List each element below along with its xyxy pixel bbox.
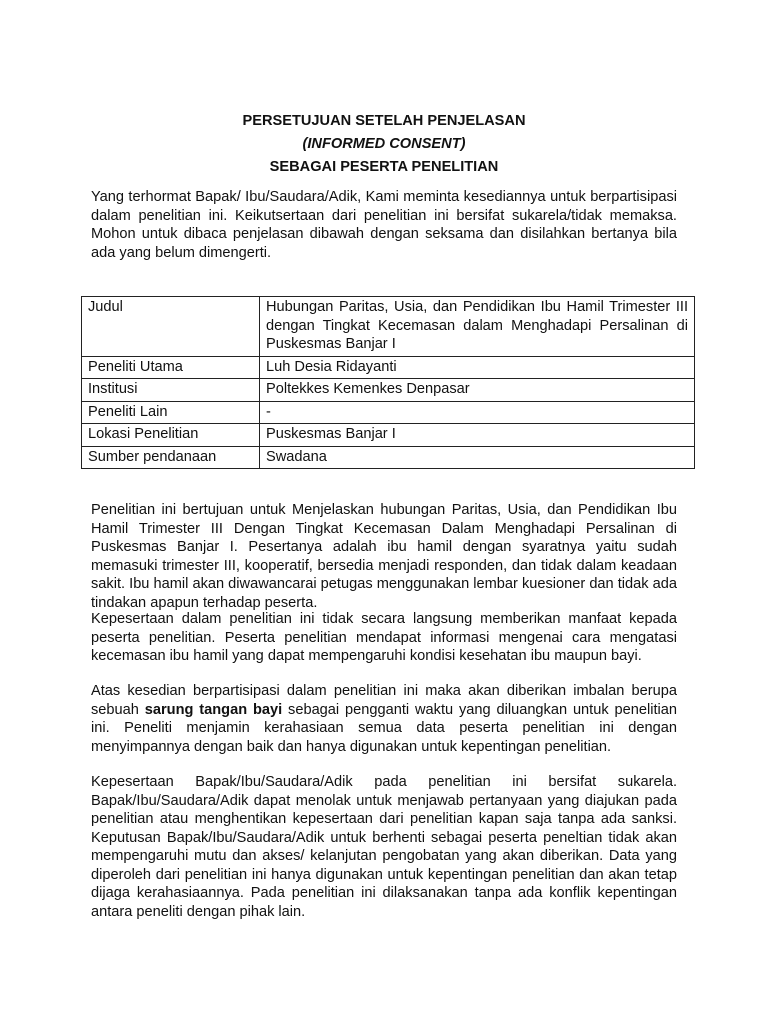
table-row xyxy=(82,401,695,424)
table-row xyxy=(82,424,695,447)
compensation-paragraph xyxy=(91,682,677,756)
table-row xyxy=(82,379,695,402)
benefit-paragraph: Kepesertaan dalam penelitian ini tidak secara langsung memberikan manfaat kepada peserta penelitian. Peserta penelitian mendapat informasi mengenai cara mengatasi kecemasan ibu hamil yang dapat mempengaruhi kondisi kesehatan ibu maupun bayi. xyxy=(91,611,677,664)
table-label-cell: Lokasi Penelitian xyxy=(82,424,260,447)
table-label-cell: Sumber pendanaan xyxy=(82,446,260,469)
title-subtitle: (INFORMED CONSENT) xyxy=(302,136,466,152)
table-row xyxy=(82,297,695,357)
table-value-cell: Luh Desia Ridayanti xyxy=(260,356,695,379)
table-label-cell: Institusi xyxy=(82,379,260,402)
voluntary-paragraph: Kepesertaan Bapak/Ibu/Saudara/Adik pada penelitian ini bersifat sukarela. Bapak/Ibu/Saudara/Adik dapat menolak untuk menjawab pertanyaan yang diajukan pada penelitian atau menghentikan kepesertaan dari penelitian kapan saja tanpa ada sanksi. Keputusan Bapak/Ibu/Saudara/Adik untuk berhenti sebagai peserta peneltian tidak akan mempengaruhi mutu dan akses/ kelanjutan pengobatan yang akan diberikan. Data yang diperoleh dari penelitian ini hanya digunakan untuk kepentingan penelitian dan akan tetap dijaga kerahasiaannya. Pada penelitian ini dilaksanakan tanpa ada konflik kepentingan antara peneliti dengan pihak lain. xyxy=(91,774,677,920)
table-value-cell: Hubungan Paritas, Usia, dan Pendidikan Ibu Hamil Trimester III dengan Tingkat Kecemasan dalam Menghadapi Persalinan di Puskesmas Banjar I xyxy=(260,297,695,357)
title-secondary: SEBAGAI PESERTA PENELITIAN xyxy=(269,159,499,175)
research-info-table xyxy=(81,296,695,469)
table-value-cell: Swadana xyxy=(260,446,695,469)
table-value-cell: - xyxy=(260,401,695,424)
purpose-paragraph: Penelitian ini bertujuan untuk Menjelaskan hubungan Paritas, Usia, dan Pendidikan Ibu Hamil Trimester III Dengan Tingkat Kecemasan Dalam Menghadapi Persalinan di Puskesmas Banjar I. Pesertanya adalah ibu hamil dengan syaratnya yaitu sudah memasuki trimester III, kooperatif, bersedia menjadi responden, dan tidak dalam keadaan sakit. Ibu hamil akan diwawancarai petugas menggunakan lembar kuesioner dan tidak ada tindakan apapun terhadap peserta. xyxy=(91,502,677,611)
table-value-cell: Poltekkes Kemenkes Denpasar xyxy=(260,379,695,402)
table-label-cell: Judul xyxy=(82,297,260,357)
table-value-cell: Puskesmas Banjar I xyxy=(260,424,695,447)
compensation-text-start: Atas kesedian berpartisipasi dalam penelitian ini maka akan diberikan imbalan berupa sebuah xyxy=(91,683,677,718)
compensation-gift: sarung tangan bayi xyxy=(144,701,283,718)
compensation-text-end: sebagai pengganti waktu yang diluangkan untuk penelitian ini. Peneliti menjamin kerahasiaan semua data peserta penelitian ini dengan menyimpannya dengan baik dan hanya digunakan untuk kepentingan penelitian. xyxy=(91,701,677,755)
table-label-cell: Peneliti Utama xyxy=(82,356,260,379)
table-label-cell: Peneliti Lain xyxy=(82,401,260,424)
intro-paragraph: Yang terhormat Bapak/ Ibu/Saudara/Adik, Kami meminta kesediannya untuk berpartisipasi dalam penelitian ini. Keikutsertaan dari penelitian ini bersifat sukarela/tidak memaksa. Mohon untuk dibaca penjelasan dibawah dengan seksama dan disilahkan bertanya bila ada yang belum dimengerti. xyxy=(91,189,677,261)
table-row xyxy=(82,356,695,379)
title-block xyxy=(0,110,768,179)
table-row xyxy=(82,446,695,469)
title-main: PERSETUJUAN SETELAH PENJELASAN xyxy=(242,113,526,129)
